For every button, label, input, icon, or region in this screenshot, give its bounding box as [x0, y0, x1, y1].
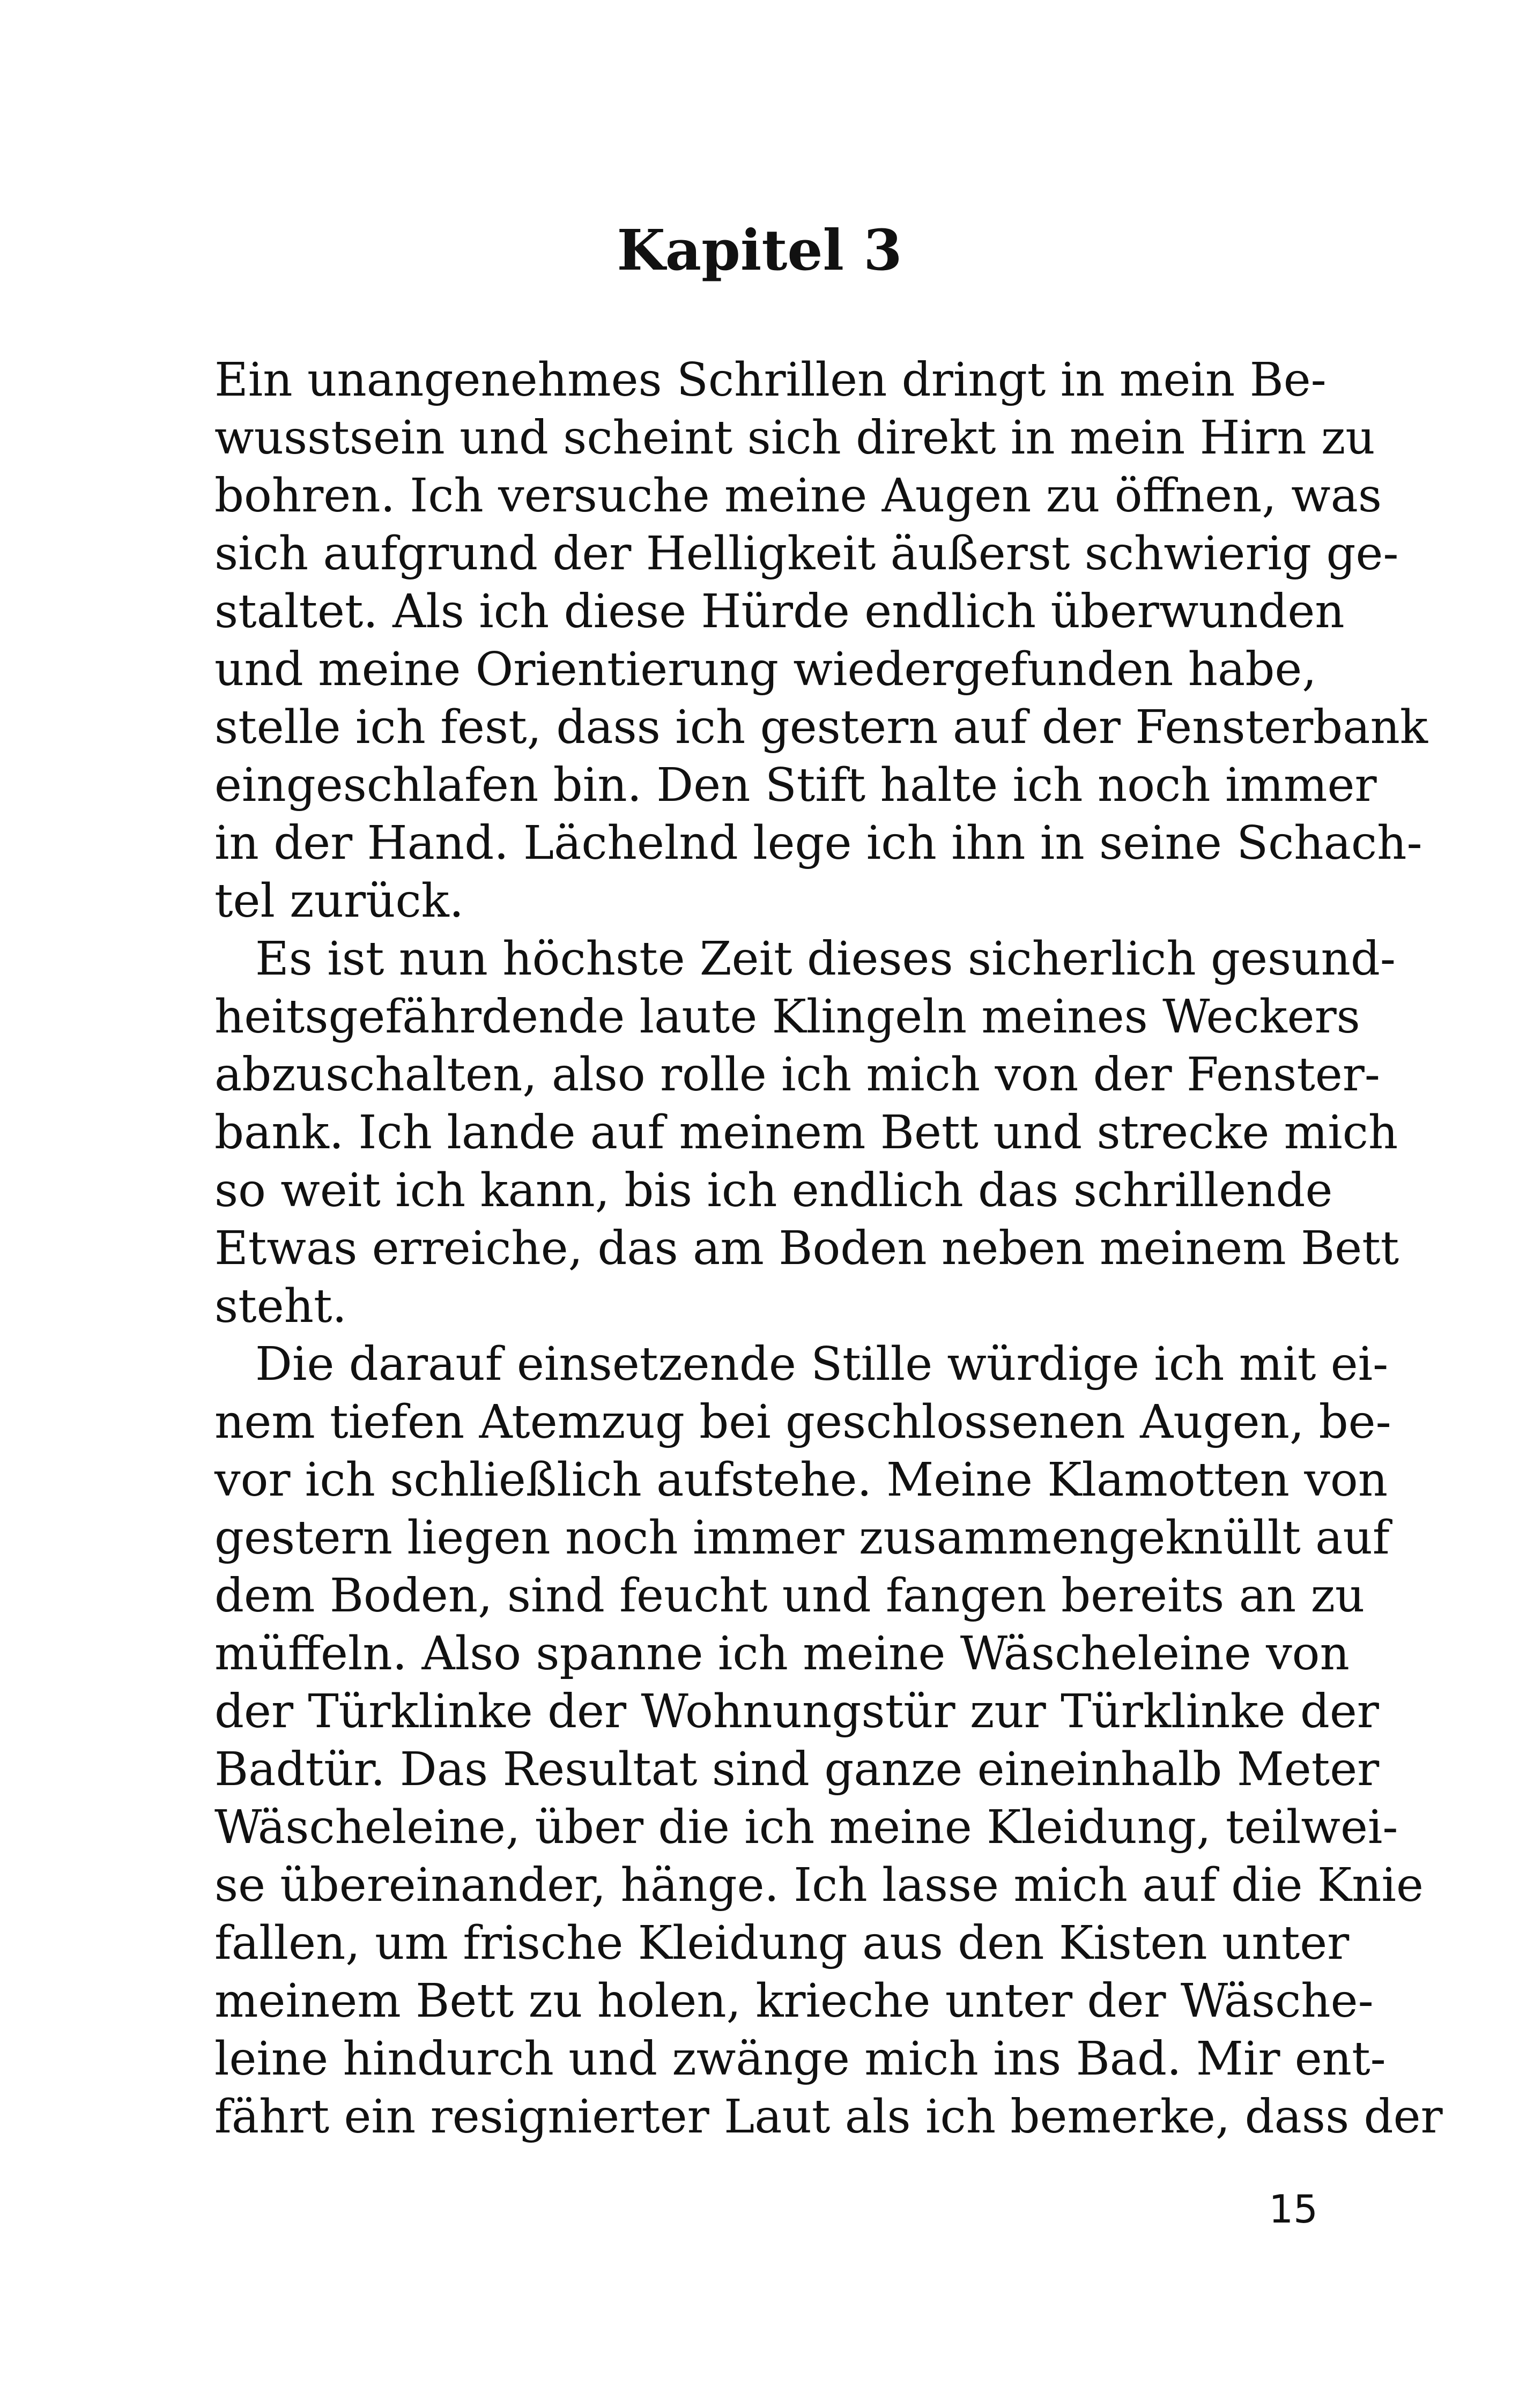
chapter-title: Kapitel 3	[617, 217, 902, 283]
text-line: eingeschlafen bin. Den Stift halte ich noch immer	[214, 759, 1377, 812]
text-line: bank. Ich lande auf meinem Bett und strecke mich	[214, 1106, 1398, 1160]
text-line: und meine Orientierung wiedergefunden habe,	[214, 643, 1317, 696]
text-line: Es ist nun höchste Zeit dieses sicherlich gesund-	[255, 932, 1396, 986]
text-line: tel zurück.	[214, 874, 464, 928]
text-line: gestern liegen noch immer zusammengeknüllt auf	[214, 1511, 1390, 1565]
text-line: Badtür. Das Resultat sind ganze eineinhalb Meter	[214, 1743, 1380, 1796]
text-line: in der Hand. Lächelnd lege ich ihn in seine Schach-	[214, 816, 1422, 870]
text-line: se übereinander, hänge. Ich lasse mich auf die Knie	[214, 1859, 1424, 1912]
text-line: wusstsein und scheint sich direkt in mein Hirn zu	[214, 411, 1375, 465]
text-line: nem tiefen Atemzug bei geschlossenen Augen, be-	[214, 1395, 1391, 1449]
text-line: Ein unangenehmes Schrillen dringt in mein Be-	[214, 353, 1327, 407]
text-line: Etwas erreiche, das am Boden neben meinem Bett	[214, 1222, 1399, 1275]
text-line: stelle ich fest, dass ich gestern auf der Fensterbank	[214, 701, 1428, 754]
page-number: 15	[1269, 2187, 1318, 2232]
text-line: fährt ein resignierter Laut als ich bemerke, dass der	[214, 2090, 1443, 2144]
text-line: der Türklinke der Wohnungstür zur Türklinke der	[214, 1685, 1379, 1738]
text-line: abzuschalten, also rolle ich mich von der Fenster-	[214, 1048, 1380, 1102]
body-text	[214, 351, 1443, 2146]
text-line: meinem Bett zu holen, krieche unter der Wäsche-	[214, 1974, 1374, 2028]
text-line: leine hindurch und zwänge mich ins Bad. Mir ent-	[214, 2032, 1386, 2086]
text-line: so weit ich kann, bis ich endlich das schrillende	[214, 1164, 1333, 1217]
text-line: heitsgefährdende laute Klingeln meines Weckers	[214, 990, 1360, 1044]
text-line: Die darauf einsetzende Stille würdige ich mit ei-	[255, 1337, 1389, 1391]
text-line: bohren. Ich versuche meine Augen zu öffnen, was	[214, 469, 1382, 523]
text-line: müffeln. Also spanne ich meine Wäscheleine von	[214, 1627, 1350, 1681]
text-line: sich aufgrund der Helligkeit äußerst schwierig ge-	[214, 527, 1399, 581]
text-line: fallen, um frische Kleidung aus den Kisten unter	[214, 1916, 1350, 1970]
text-line: dem Boden, sind feucht und fangen bereits an zu	[214, 1569, 1365, 1623]
text-line: staltet. Als ich diese Hürde endlich überwunden	[214, 585, 1345, 638]
text-line: steht.	[214, 1280, 347, 1333]
text-line: vor ich schließlich aufstehe. Meine Klamotten von	[214, 1453, 1388, 1507]
text-line: Wäscheleine, über die ich meine Kleidung, teilwei-	[214, 1801, 1398, 1854]
